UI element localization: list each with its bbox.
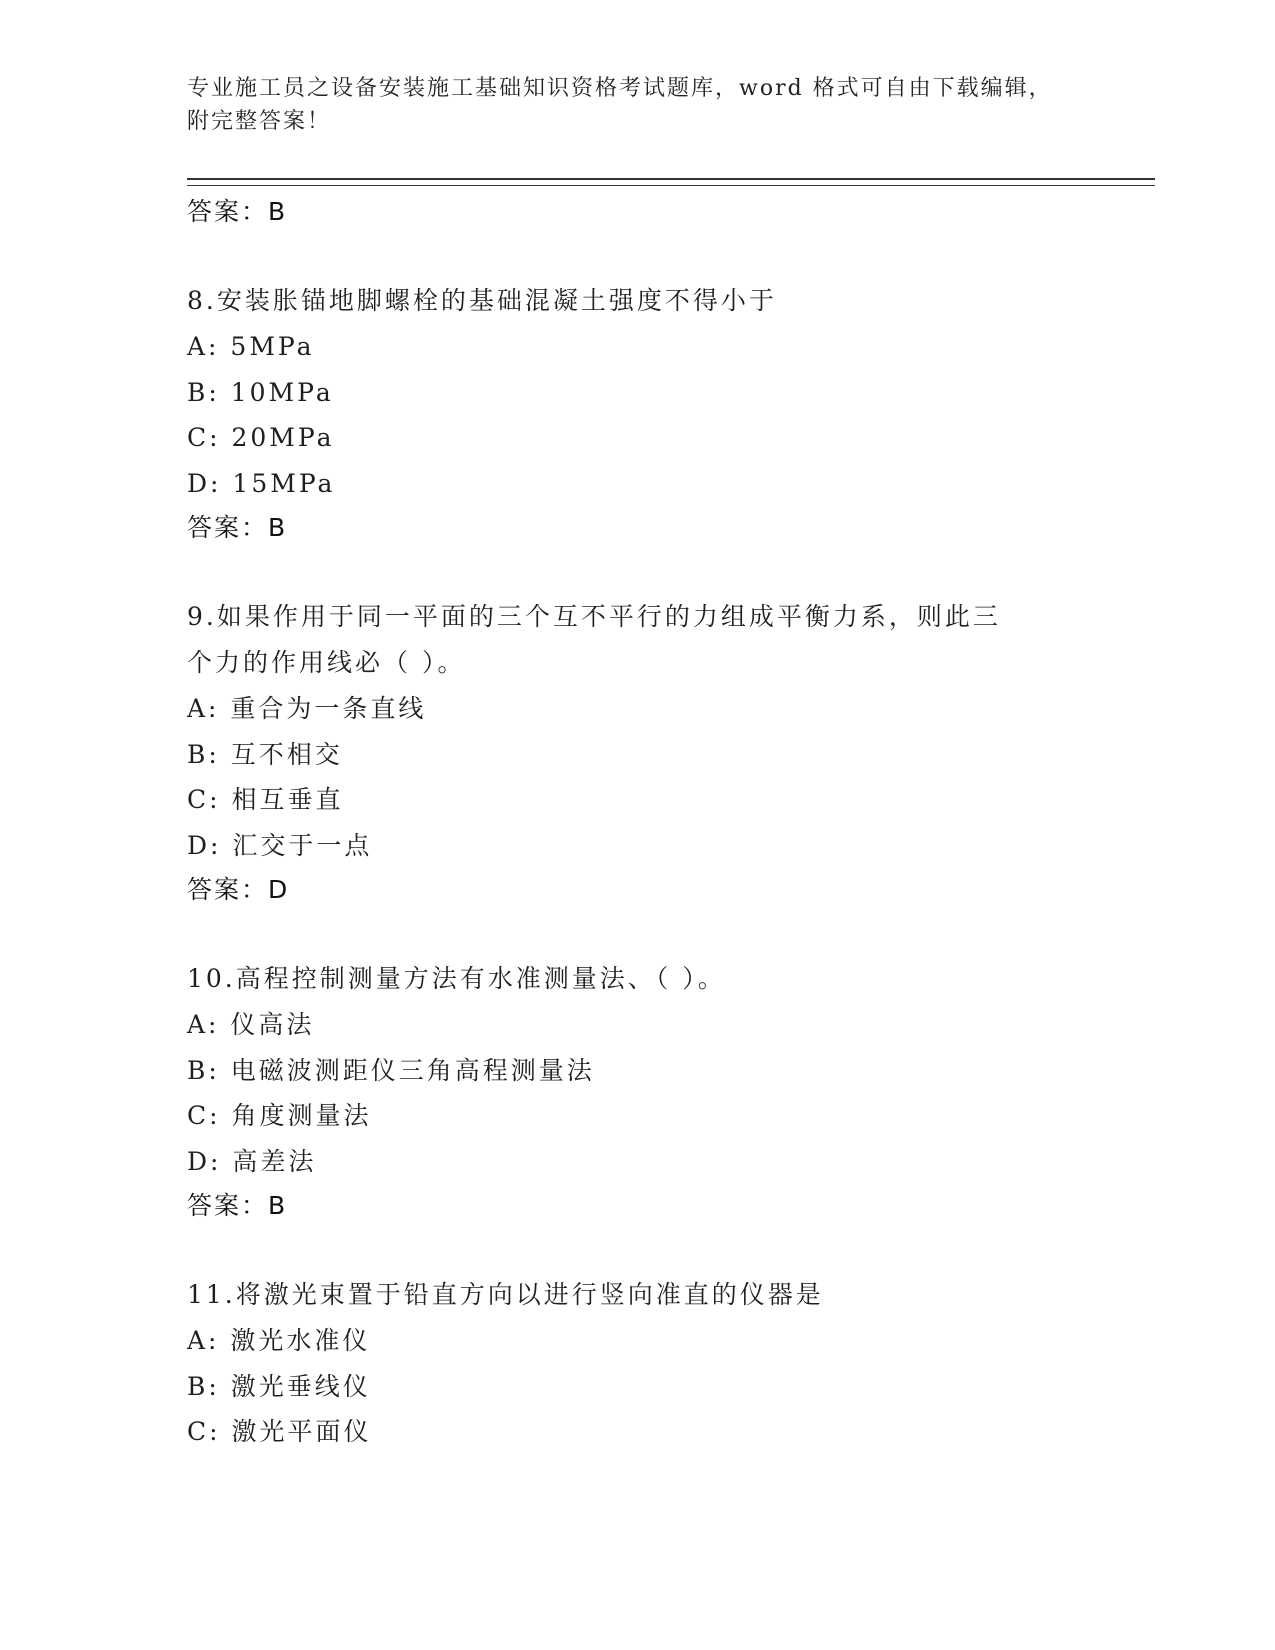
question-stem: 9.如果作用于同一平面的三个互不平行的力组成平衡力系，则此三个力的作用线必（ ）。 — [187, 602, 1001, 677]
header-line-1: 专业施工员之设备安装施工基础知识资格考试题库，word 格式可自由下载编辑， — [187, 76, 1053, 101]
question-8 — [187, 278, 1087, 550]
question-stem: 11.将激光束置于铅直方向以进行竖向准直的仪器是 — [187, 1280, 824, 1309]
option-b: B: 10MPa — [187, 377, 334, 407]
question-11 — [187, 1272, 1087, 1455]
option-a: A: 激光水准仪 — [187, 1326, 371, 1355]
document-header — [187, 72, 1067, 138]
option-d: D: 高差法 — [187, 1146, 317, 1176]
question-9 — [187, 594, 1087, 912]
option-a: A: 重合为一条直线 — [187, 694, 427, 723]
option-d: D: 汇交于一点 — [187, 830, 373, 860]
header-divider — [187, 178, 1155, 186]
option-c: C: 相互垂直 — [187, 785, 344, 814]
option-b: B: 互不相交 — [187, 739, 343, 769]
header-line-2: 附完整答案！ — [187, 109, 332, 134]
answer-label: 答案：B — [187, 1191, 288, 1220]
option-d: D: 15MPa — [187, 468, 336, 498]
question-stem: 10.高程控制测量方法有水准测量法、（ ）。 — [187, 964, 726, 993]
option-c: C: 激光平面仪 — [187, 1417, 372, 1446]
option-b: B: 激光垂线仪 — [187, 1371, 371, 1401]
question-10 — [187, 956, 1087, 1228]
answer-label: 答案：B — [187, 513, 288, 542]
option-c: C: 20MPa — [187, 423, 335, 452]
option-c: C: 角度测量法 — [187, 1101, 372, 1130]
option-a: A: 5MPa — [187, 332, 315, 361]
previous-answer: 答案：B — [187, 197, 288, 226]
option-a: A: 仪高法 — [187, 1010, 315, 1039]
answer-label: 答案：D — [187, 875, 290, 904]
option-b: B: 电磁波测距仪三角高程测量法 — [187, 1055, 595, 1085]
question-list — [187, 190, 1087, 1455]
question-stem: 8.安装胀锚地脚螺栓的基础混凝土强度不得小于 — [187, 286, 777, 315]
